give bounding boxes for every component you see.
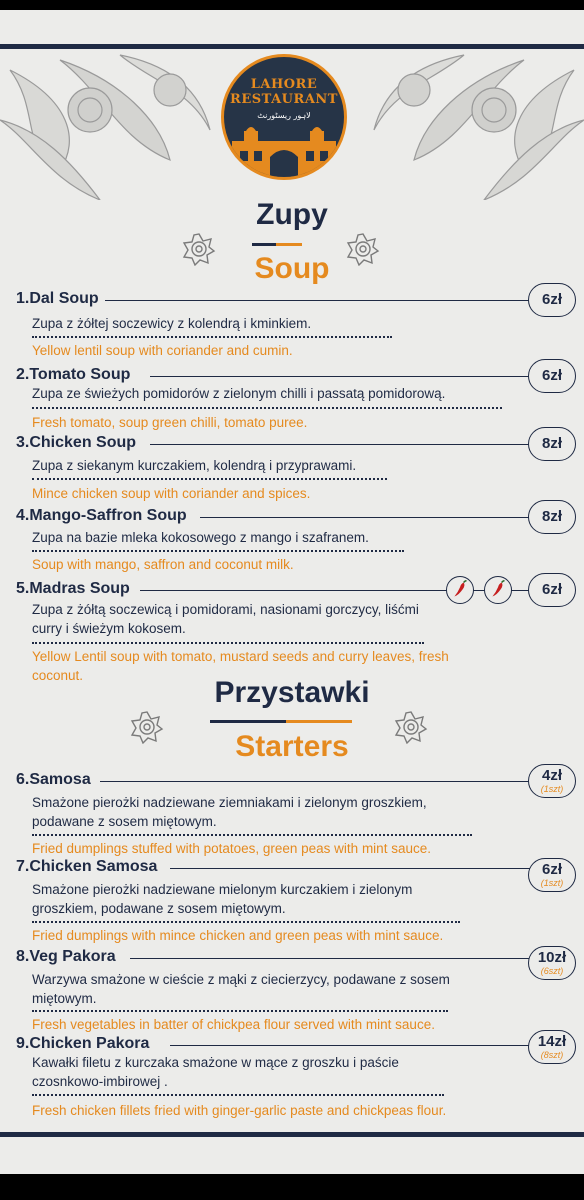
price-quantity: (6szt) <box>540 966 564 976</box>
item-description-en: Fried dumplings stuffed with potatoes, green peas with mint sauce. <box>32 841 431 856</box>
item-description-pl: Zupa z żółtą soczewicą i pomidorami, nasionami gorczycy, liśćmi curry i świeżym kokosem. <box>32 602 419 636</box>
item-description-pl: Smażone pierożki nadziewane ziemniakami i zielonym groszkiem, podawane z sosem miętowym. <box>32 795 427 829</box>
price-quantity: (8szt) <box>540 1050 564 1060</box>
item-description-pl: Zupa ze świeżych pomidorów z zielonym chilli i passatą pomidorową. <box>32 386 446 401</box>
price-badge <box>528 1030 576 1064</box>
fort-gate-icon <box>224 119 344 179</box>
section-title-zupy: Zupy <box>256 198 328 231</box>
section-title-przystawki: Przystawki <box>214 676 370 709</box>
heading-rule <box>252 243 276 246</box>
dotted-divider <box>32 336 392 338</box>
heading-rule <box>276 243 302 246</box>
price-quantity: (1szt) <box>540 784 564 794</box>
restaurant-logo <box>221 54 347 180</box>
item-leader-line <box>170 868 530 869</box>
dotted-divider <box>32 407 502 409</box>
item-title: 8.Veg Pakora <box>16 948 122 966</box>
price-quantity: (1szt) <box>540 878 564 888</box>
dotted-divider <box>32 834 472 836</box>
item-description-en: Fresh tomato, soup green chilli, tomato puree. <box>32 415 308 430</box>
item-description-pl: Warzywa smażone w cieście z mąki z ciecierzycy, podawane z sosem miętowym. <box>32 972 450 1006</box>
section-title-soup: Soup <box>254 252 330 285</box>
price-value: 6zł <box>541 367 562 384</box>
item-leader-line <box>100 300 530 301</box>
item-title: 1.Dal Soup <box>16 290 105 308</box>
item-description-en: Yellow Lentil soup with tomato, mustard seeds and curry leaves, fresh coconut. <box>32 649 449 683</box>
price-badge <box>528 858 576 892</box>
item-leader-line <box>150 444 530 445</box>
item-title: 4.Mango-Saffron Soup <box>16 507 193 525</box>
item-description-pl: Zupa na bazie mleka kokosowego z mango i szafranem. <box>32 530 369 545</box>
item-title: 3.Chicken Soup <box>16 434 142 452</box>
heading-rule <box>286 720 352 723</box>
item-title: 9.Chicken Pakora <box>16 1035 155 1053</box>
top-border <box>0 44 584 49</box>
price-value: 8zł <box>541 508 562 525</box>
item-description-en: Fresh chicken fillets fried with ginger-garlic paste and chickpeas flour. <box>32 1103 447 1118</box>
price-badge <box>528 764 576 798</box>
dotted-divider <box>32 550 404 552</box>
mandala-icon <box>130 710 164 744</box>
item-description-en: Soup with mango, saffron and coconut milk. <box>32 557 294 572</box>
chili-pepper-icon <box>446 576 474 604</box>
item-title: 2.Tomato Soup <box>16 366 136 384</box>
price-value: 6zł <box>541 291 562 308</box>
item-description-pl: Zupa z siekanym kurczakiem, kolendrą i przyprawami. <box>32 458 357 473</box>
item-leader-line <box>150 376 530 377</box>
price-badge <box>528 427 576 461</box>
item-description-pl: Zupa z żółtej soczewicy z kolendrą i kminkiem. <box>32 316 312 331</box>
item-description-en: Yellow lentil soup with coriander and cumin. <box>32 343 293 358</box>
item-description-pl: Smażone pierożki nadziewane mielonym kurczakiem i zielonym groszkiem, podawane z sosem miętowym. <box>32 882 413 916</box>
dotted-divider <box>32 642 424 644</box>
item-leader-line <box>130 958 530 959</box>
price-value: 6zł <box>541 861 562 878</box>
item-title: 5.Madras Soup <box>16 580 136 598</box>
dotted-divider <box>32 478 387 480</box>
logo-line-1: LAHORE <box>250 77 318 92</box>
price-value: 8zł <box>541 435 562 452</box>
item-description-en: Fresh vegetables in batter of chickpea flour served with mint sauce. <box>32 1017 435 1032</box>
price-badge <box>528 500 576 534</box>
bottom-border <box>0 1132 584 1137</box>
price-badge <box>528 573 576 607</box>
mandala-icon <box>394 710 428 744</box>
section-title-starters: Starters <box>235 730 349 763</box>
dotted-divider <box>32 1094 444 1096</box>
item-description-en: Mince chicken soup with coriander and spices. <box>32 486 311 501</box>
price-value: 6zł <box>541 581 562 598</box>
item-title: 6.Samosa <box>16 771 97 789</box>
item-description-pl: Kawałki filetu z kurczaka smażone w mące z groszku i paście czosnkowo-imbirowej . <box>32 1055 399 1089</box>
price-badge <box>528 359 576 393</box>
mandala-icon <box>182 232 216 266</box>
price-badge <box>528 283 576 317</box>
price-value: 14zł <box>537 1033 567 1050</box>
mandala-icon <box>346 232 380 266</box>
item-leader-line <box>100 781 530 782</box>
item-title: 7.Chicken Samosa <box>16 858 163 876</box>
logo-line-2: RESTAURANT <box>230 92 338 107</box>
chili-pepper-icon <box>484 576 512 604</box>
item-description-en: Fried dumplings with mince chicken and green peas with mint sauce. <box>32 928 444 943</box>
logo-urdu: لاہور ریسٹورنٹ <box>257 111 311 120</box>
heading-rule <box>210 720 286 723</box>
item-leader-line <box>170 1045 530 1046</box>
dotted-divider <box>32 1010 448 1012</box>
price-value: 4zł <box>541 767 562 784</box>
price-badge <box>528 946 576 980</box>
dotted-divider <box>32 921 460 923</box>
price-value: 10zł <box>537 949 567 966</box>
menu-page <box>0 10 584 1174</box>
item-leader-line <box>200 517 530 518</box>
